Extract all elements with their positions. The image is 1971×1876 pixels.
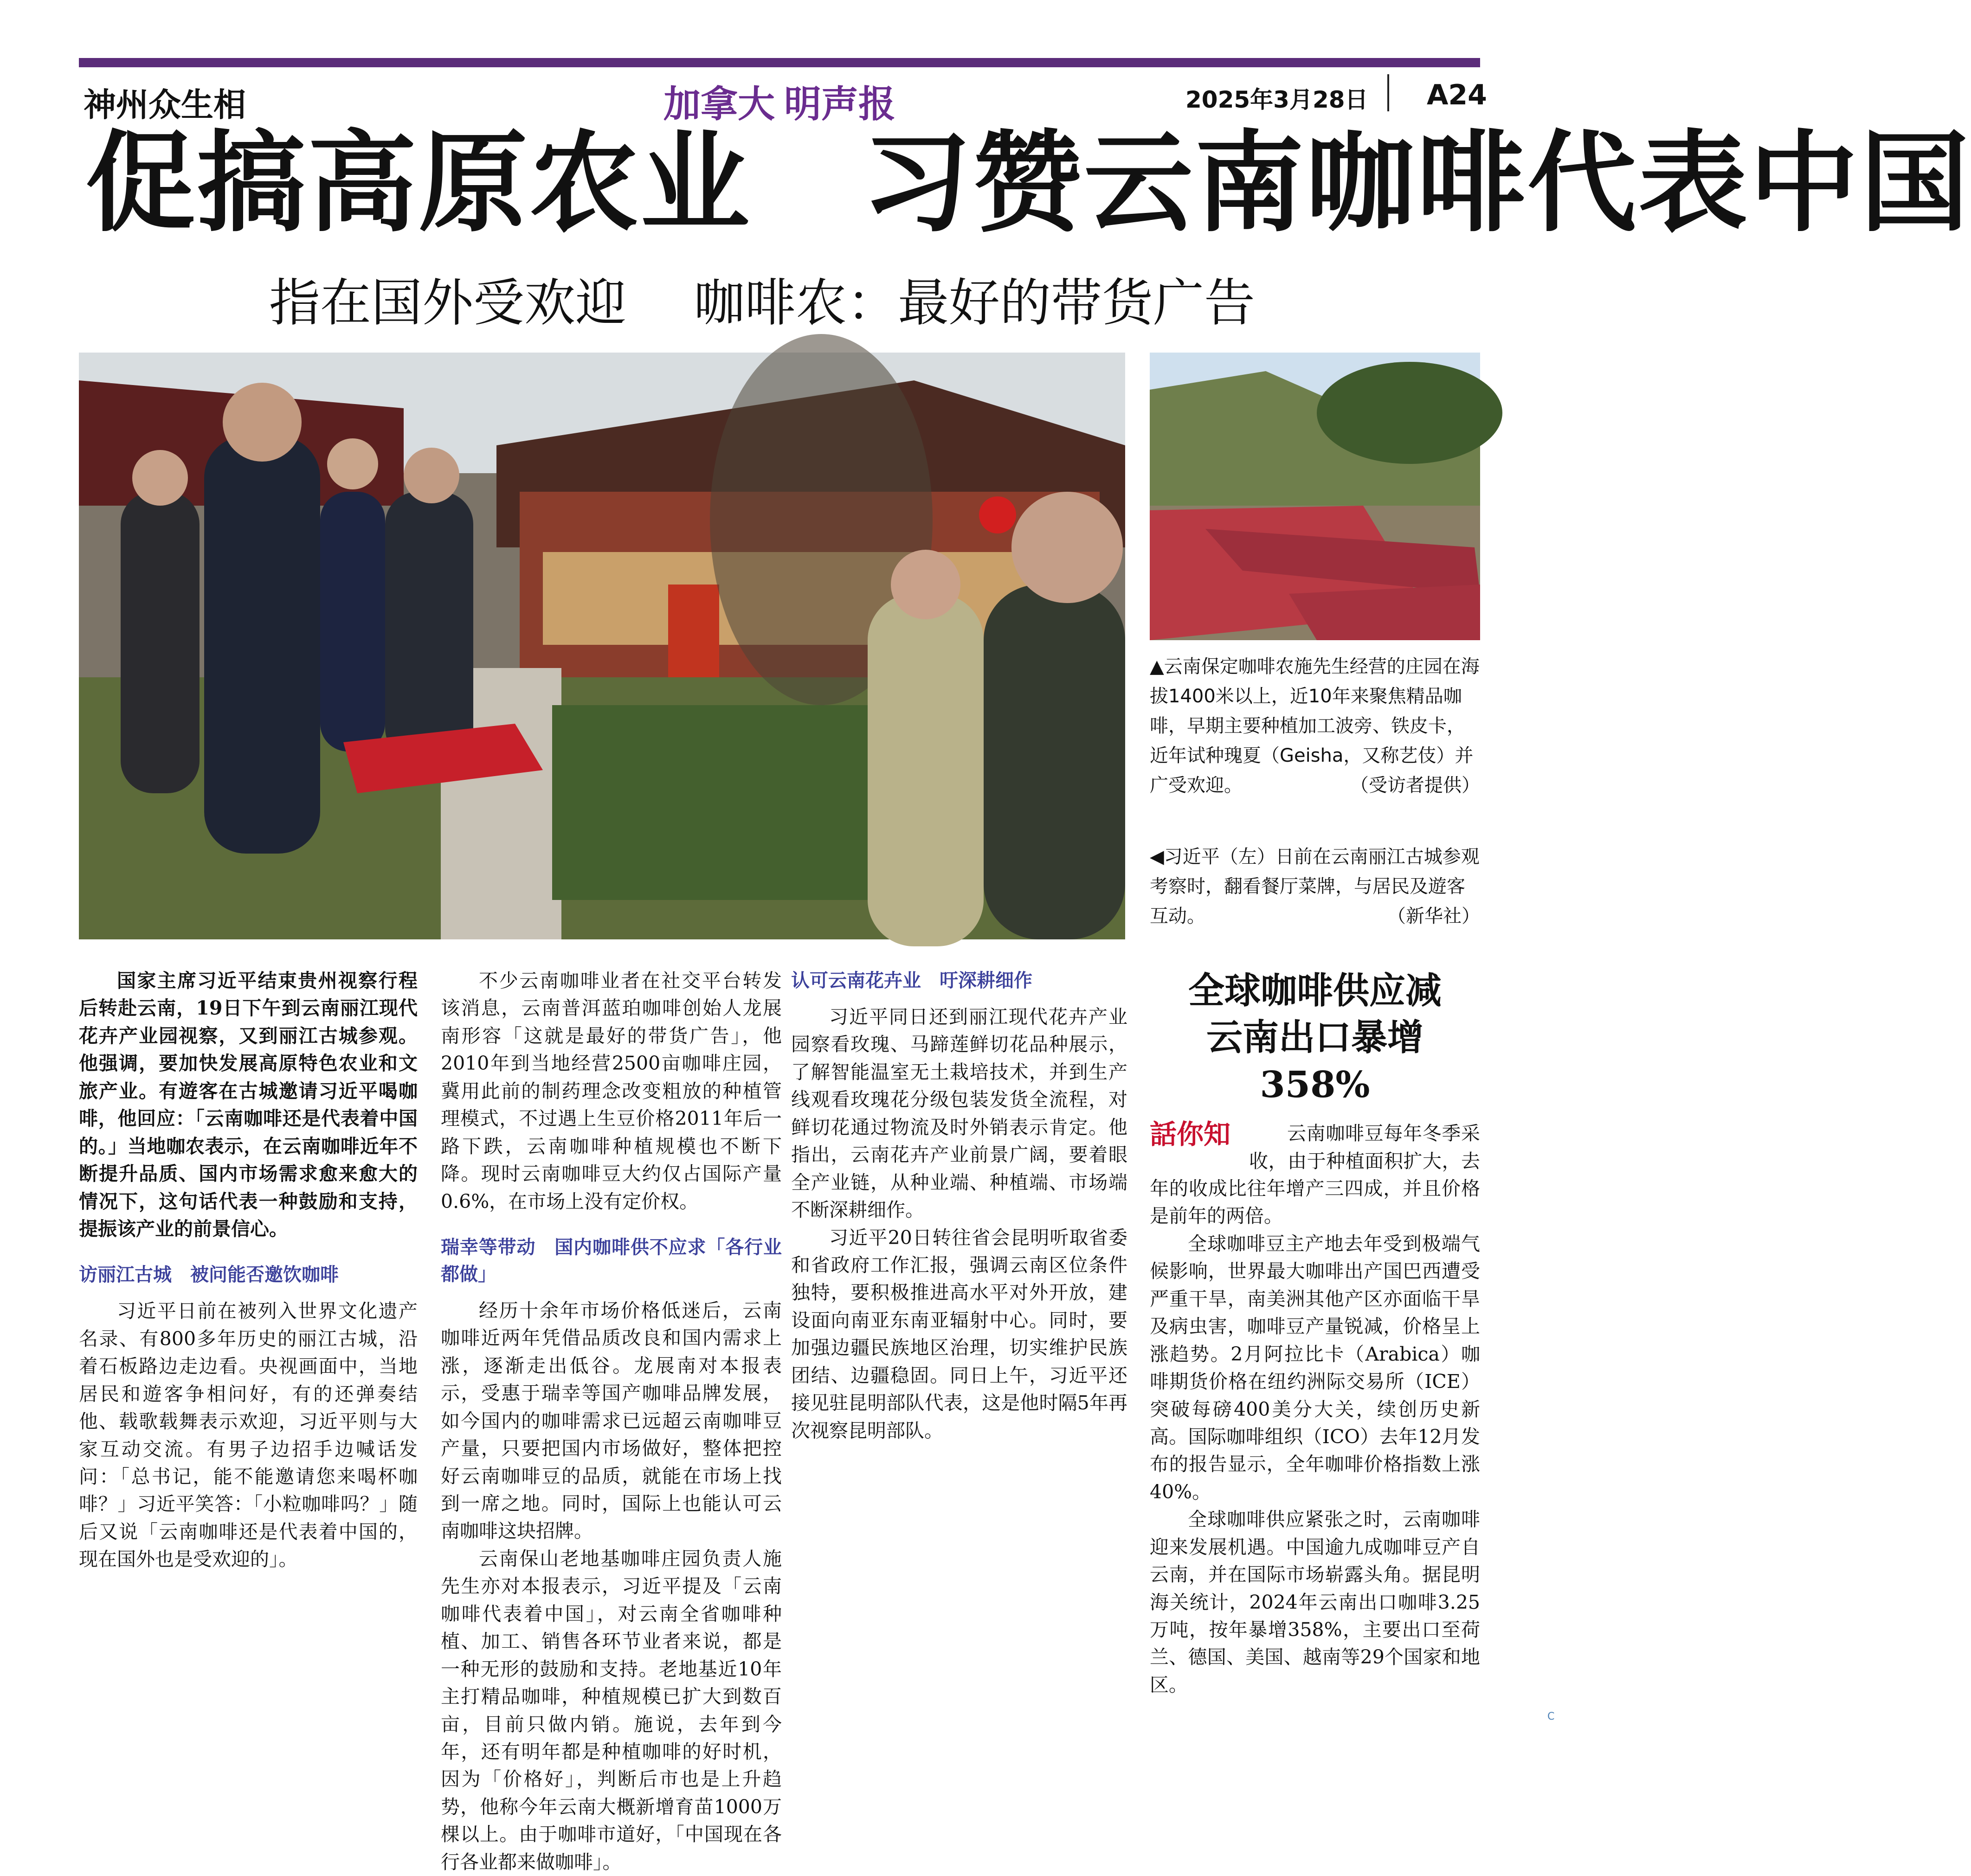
main-photo-credit: （新华社） <box>1387 906 1480 927</box>
subheadline: 指在国外受欢迎 咖啡农：最好的带货广告 <box>269 273 1255 333</box>
article-column-1 <box>79 967 418 1574</box>
article-lead: 国家主席习近平结束贵州视察行程后转赴云南，19日下午到云南丽江现代花卉产业园视察，又到丽江古城参观。他强调，要加快发展高原特色农业和文旅产业。有遊客在古城邀请习近平喝咖啡，他回应：「云南咖啡还是代表着中国的。」当地咖农表示，在云南咖啡近年不断提升品质、国内市场需求愈来愈大的情况下，这句话代表一种鼓励和支持，提振该产业的前景信心。 <box>79 970 418 1240</box>
article-column-3 <box>791 967 1127 1445</box>
columnist-label: 話你知 <box>1150 1118 1231 1150</box>
page-number: A24 <box>1427 79 1487 111</box>
main-photo-caption <box>1150 842 1480 931</box>
headline: 促搞高原农业 习赞云南咖啡代表中国 <box>86 119 1971 247</box>
sidebar-paragraph-2: 全球咖啡豆主产地去年受到极端气候影响，世界最大咖啡出产国巴西遭受严重干旱，南美洲其他产区亦面临干旱及病虫害，咖啡豆产量锐减，价格呈上涨趋势。2月阿拉比卡（Arabica）咖啡期货价格在纽约洲际交易所（ICE）突破每磅400美分大关，续创历史新高。国际咖啡组织（ICO）去年12月发布的报告显示，全年咖啡价格指数上涨40%。 <box>1150 1232 1480 1503</box>
sidebar-paragraph-1: 云南咖啡豆每年冬季采收，由于种植面积扩大，去年的收成比往年增产三四成，并且价格是前年的两倍。 <box>1150 1122 1480 1227</box>
paragraph-6: 习近平20日转往省会昆明听取省委和省政府工作汇报，强调云南区位条件独特，要积极推进高水平对外开放，建设面向南亚东南亚辐射中心。同时，要加强边疆民族地区治理，切实维护民族团结、边疆稳固。同日上午，习近平还接见驻昆明部队代表，这是他时隔5年再次视察昆明部队。 <box>791 1226 1127 1442</box>
main-photo-caption-text: ◀习近平（左）日前在云南丽江古城参观考察时，翻看餐厅菜牌，与居民及遊客互动。 <box>1150 846 1480 927</box>
sidebar-headline-line2: 云南出口暴增 358% <box>1206 1016 1424 1106</box>
section-label: 神州众生相 <box>84 85 246 124</box>
paragraph-1: 习近平日前在被列入世界文化遗产名录、有800多年历史的丽江古城，沿着石板路边走边看。央视画面中，当地居民和遊客争相问好，有的还弹奏结他、载歌载舞表示欢迎，习近平则与大家互动交流。有男子边招手边喊话发问：「总书记，能不能邀请您来喝杯咖啡？」习近平笑答：「小粒咖啡吗？」随后又说「云南咖啡还是代表着中国的，现在国外也是受欢迎的」。 <box>79 1300 418 1571</box>
side-photo-caption <box>1150 652 1480 800</box>
masthead-prefix: 加拿大 <box>663 83 775 126</box>
issue-date: 2025年3月28日 <box>1185 86 1368 113</box>
subheading-3: 认可云南花卉业 吁深耕细作 <box>791 970 1032 991</box>
main-photo <box>79 353 1125 939</box>
sidebar-headline-line1: 全球咖啡供应减 <box>1188 970 1442 1012</box>
paragraph-2: 不少云南咖啡业者在社交平台转发该消息，云南普洱蓝珀咖啡创始人龙展南形容「这就是最好的带货广告」，他2010年到当地经营2500亩咖啡庄园，冀用此前的制药理念改变粗放的种植管理模式，不过遇上生豆价格2011年后一路下跌，云南咖啡种植规模也不断下降。现时云南咖啡豆大约仅占国际产量0.6%，在市场上没有定价权。 <box>441 970 782 1213</box>
paragraph-4: 云南保山老地基咖啡庄园负责人施先生亦对本报表示，习近平提及「云南咖啡代表着中国」，对云南全省咖啡种植、加工、销售各环节业者来说，都是一种无形的鼓励和支持。老地基近10年主打精品咖啡，种植规模已扩大到数百亩，目前只做内销。施说，去年到今年，还有明年都是种植咖啡的好时机，因为「价格好」，判断后市也是上升趋势，他称今年云南大概新增育苗1000万棵以上。由于咖啡市道好，「中国现在各行各业都来做咖啡」。 <box>441 1547 782 1873</box>
sidebar-article <box>1150 967 1480 1699</box>
article-column-2 <box>441 967 782 1876</box>
top-rule <box>79 58 1480 67</box>
header-divider <box>1387 74 1389 111</box>
paragraph-3: 经历十余年市场价格低迷后，云南咖啡近两年凭借品质改良和国内需求上涨，逐渐走出低谷。龙展南对本报表示，受惠于瑞幸等国产咖啡品牌发展，如今国内的咖啡需求已远超云南咖啡豆产量，只要把国内市场做好，整体把控好云南咖啡豆的品质，就能在市场上找到一席之地。同时，国际上也能认可云南咖啡这块招牌。 <box>441 1299 782 1542</box>
side-photo-credit: （受访者提供） <box>1350 775 1480 796</box>
sidebar-paragraph-3: 全球咖啡供应紧张之时，云南咖啡迎来发展机遇。中国逾九成咖啡豆产自云南，并在国际市场崭露头角。据昆明海关统计，2024年云南出口咖啡3.25万吨，按年暴增358%，主要出口至荷兰、德国、美国、越南等29个国家和地区。 <box>1150 1508 1480 1696</box>
main-photo-illustration <box>79 353 1125 939</box>
sidebar-headline <box>1150 967 1480 1108</box>
subheading-1: 访丽江古城 被问能否邀饮咖啡 <box>79 1264 339 1286</box>
masthead-brand: 明声报 <box>784 83 895 126</box>
side-photo-caption-text: ▲云南保定咖啡农施先生经营的庄园在海拔1400米以上，近10年来聚焦精品咖啡，早期主要种植加工波旁、铁皮卡，近年试种瑰夏（Geisha，又称艺伎）并广受欢迎。 <box>1150 656 1480 796</box>
corner-mark: C <box>1547 1711 1555 1722</box>
paragraph-5: 习近平同日还到丽江现代花卉产业园察看玫瑰、马蹄莲鲜切花品种展示，了解智能温室无土栽培技术，并到生产线观看玫瑰花分级包装发货全流程，对鲜切花通过物流及时外销表示肯定。他指出，云南花卉产业前景广阔，要着眼全产业链，从种业端、种植端、市场端不断深耕细作。 <box>791 1006 1127 1221</box>
subheading-2: 瑞幸等带动 国内咖啡供不应求「各行业都做」 <box>441 1236 782 1285</box>
side-photo <box>1150 353 1480 640</box>
side-photo-illustration <box>1150 353 1480 640</box>
